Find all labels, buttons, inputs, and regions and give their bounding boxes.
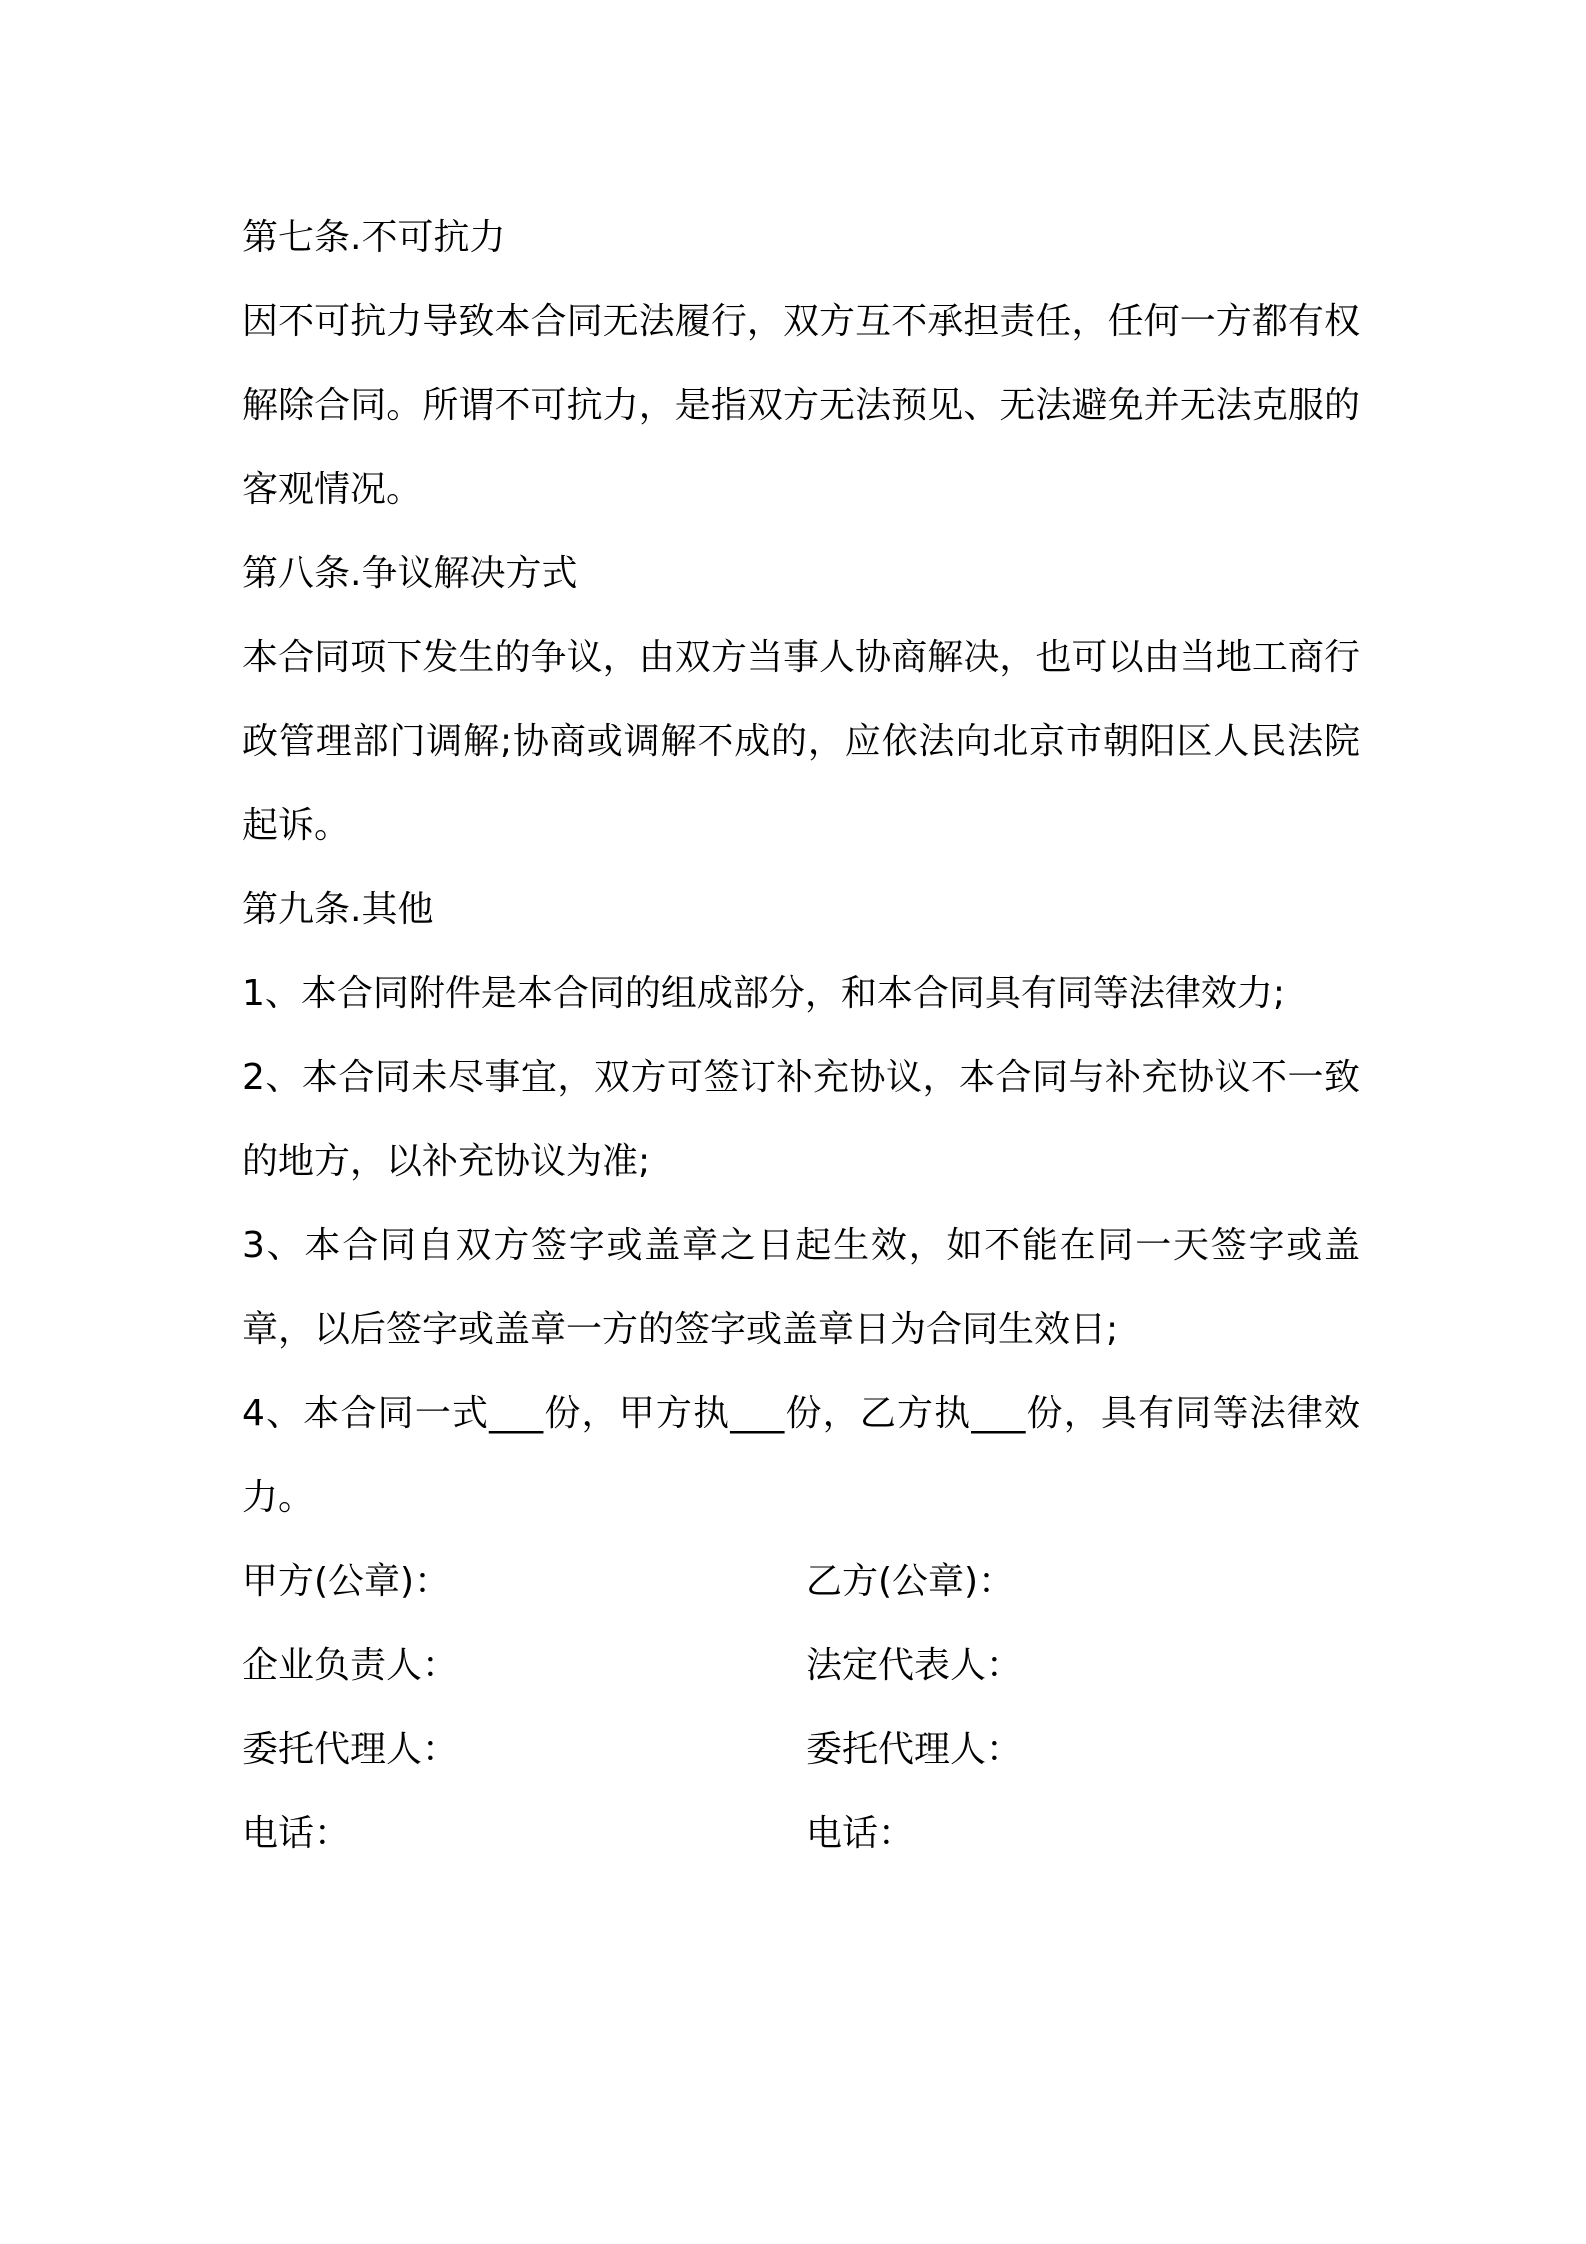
- party-b-seal-label: 乙方(公章)：: [806, 1561, 1015, 1602]
- signature-row-phone: [242, 1792, 1360, 1876]
- signature-row-agent: [242, 1708, 1360, 1792]
- article9-heading: 第九条.其他: [242, 889, 434, 930]
- party-a-responsible-label: 企业负责人：: [242, 1645, 459, 1686]
- party-a-phone-label: 电话：: [242, 1813, 351, 1854]
- article8-body: 本合同项下发生的争议，由双方当事人协商解决，也可以由当地工商行政管理部门调解;协商或调解不成的，应依法向北京市朝阳区人民法院起诉。: [242, 637, 1360, 846]
- article9-item-3: 3、本合同自双方签字或盖章之日起生效，如不能在同一天签字或盖章，以后签字或盖章一方的签字或盖章日为合同生效日;: [242, 1225, 1360, 1350]
- signature-block: [242, 1540, 1360, 1876]
- contract-content: [242, 196, 1360, 1876]
- party-b-agent-label: 委托代理人：: [806, 1729, 1023, 1770]
- party-a-seal-label: 甲方(公章)：: [242, 1561, 451, 1602]
- article7-body: 因不可抗力导致本合同无法履行，双方互不承担责任，任何一方都有权解除合同。所谓不可抗力，是指双方无法预见、无法避免并无法克服的客观情况。: [242, 301, 1360, 510]
- article9-item-2: 2、本合同未尽事宜，双方可签订补充协议，本合同与补充协议不一致的地方，以补充协议为准;: [242, 1057, 1360, 1182]
- signature-row-seal: [242, 1540, 1360, 1624]
- party-b-legal-rep-label: 法定代表人：: [806, 1645, 1023, 1686]
- party-b-phone-label: 电话：: [806, 1813, 915, 1854]
- article7-heading: 第七条.不可抗力: [242, 217, 506, 258]
- signature-row-representative: [242, 1624, 1360, 1708]
- party-a-agent-label: 委托代理人：: [242, 1729, 459, 1770]
- article8-heading: 第八条.争议解决方式: [242, 553, 578, 594]
- article9-item-4: 4、本合同一式___份，甲方执___份，乙方执___份，具有同等法律效力。: [242, 1393, 1360, 1518]
- article9-item-1: 1、本合同附件是本合同的组成部分，和本合同具有同等法律效力;: [242, 973, 1286, 1014]
